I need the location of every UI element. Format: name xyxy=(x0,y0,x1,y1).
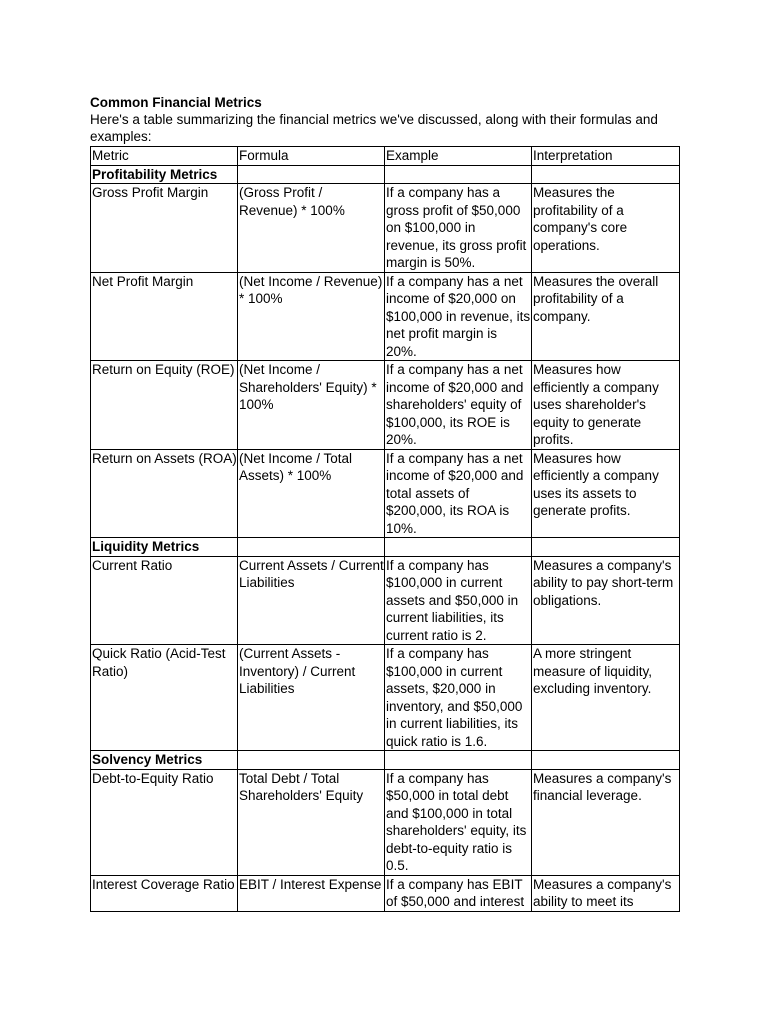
formula-cell: (Net Income / Shareholders' Equity) * 100% xyxy=(238,361,385,450)
interpretation-cell: Measures the profitability of a company's core operations. xyxy=(532,184,680,273)
example-cell: If a company has a net income of $20,000 and total assets of $200,000, its ROA is 10%. xyxy=(385,449,532,538)
empty-cell xyxy=(385,538,532,557)
interpretation-cell: Measures how efficiently a company uses shareholder's equity to generate profits. xyxy=(532,361,680,450)
table-row xyxy=(91,184,680,273)
table-row xyxy=(91,272,680,361)
empty-cell xyxy=(238,751,385,770)
section-label: Profitability Metrics xyxy=(91,165,238,184)
metric-cell: Return on Assets (ROA) xyxy=(91,449,238,538)
table-row xyxy=(91,361,680,450)
metric-cell: Return on Equity (ROE) xyxy=(91,361,238,450)
table-row xyxy=(91,449,680,538)
table-row xyxy=(91,556,680,645)
header-cell-interpretation: Interpretation xyxy=(532,147,680,166)
header-cell-formula: Formula xyxy=(238,147,385,166)
header-cell-metric: Metric xyxy=(91,147,238,166)
empty-cell xyxy=(385,165,532,184)
example-cell: If a company has a net income of $20,000 on $100,000 in revenue, its net profit margin is 20%. xyxy=(386,273,531,359)
document-page xyxy=(90,94,680,912)
metric-cell: Current Ratio xyxy=(91,556,238,645)
header-cell-example: Example xyxy=(385,147,532,166)
formula-cell: Current Assets / Current Liabilities xyxy=(238,556,385,645)
formula-cell: (Net Income / Revenue) * 100% xyxy=(238,272,385,361)
formula-cell: Total Debt / Total Shareholders' Equity xyxy=(238,769,385,875)
table-row xyxy=(91,769,680,875)
table-body xyxy=(91,147,680,912)
interpretation-cell: Measures how efficiently a company uses its assets to generate profits. xyxy=(532,449,680,538)
formula-cell: EBIT / Interest Expense xyxy=(238,875,385,911)
empty-cell xyxy=(532,165,680,184)
financial-metrics-table xyxy=(90,146,680,912)
empty-cell xyxy=(238,165,385,184)
document-intro: Here's a table summarizing the financial metrics we've discussed, along with their formulas and examples: xyxy=(90,112,658,144)
table-row xyxy=(91,645,680,751)
empty-cell xyxy=(532,538,680,557)
interpretation-cell: Measures a company's ability to pay short-term obligations. xyxy=(532,556,680,645)
interpretation-cell: Measures the overall profitability of a company. xyxy=(532,272,680,361)
example-cell: If a company has a net income of $20,000 and shareholders' equity of $100,000, its ROE is 20%. xyxy=(385,361,532,450)
empty-cell xyxy=(385,751,532,770)
section-row xyxy=(91,751,680,770)
example-cell: If a company has $100,000 in current assets and $50,000 in current liabilities, its current ratio is 2. xyxy=(385,556,532,645)
formula-cell: (Current Assets - Inventory) / Current Liabilities xyxy=(238,645,385,751)
section-label: Liquidity Metrics xyxy=(91,538,238,557)
section-row xyxy=(91,538,680,557)
example-cell: If a company has $50,000 in total debt and $100,000 in total shareholders' equity, its debt-to-equity ratio is 0.5. xyxy=(385,769,532,875)
metric-cell: Interest Coverage Ratio xyxy=(91,875,238,911)
interpretation-cell: Measures a company's ability to meet its xyxy=(532,875,680,911)
empty-cell xyxy=(532,751,680,770)
example-cell: If a company has EBIT of $50,000 and interest xyxy=(385,875,532,911)
interpretation-cell: A more stringent measure of liquidity, excluding inventory. xyxy=(532,645,680,751)
section-label: Solvency Metrics xyxy=(91,751,238,770)
metric-cell: Quick Ratio (Acid-Test Ratio) xyxy=(91,645,238,751)
formula-cell: (Gross Profit / Revenue) * 100% xyxy=(238,184,385,273)
table-header-row xyxy=(91,147,680,166)
document-title: Common Financial Metrics xyxy=(90,95,262,110)
example-cell: If a company has $100,000 in current assets, $20,000 in inventory, and $50,000 in current liabilities, its quick ratio is 1.6. xyxy=(385,645,532,751)
table-row xyxy=(91,875,680,911)
formula-cell: (Net Income / Total Assets) * 100% xyxy=(238,449,385,538)
metric-cell: Debt-to-Equity Ratio xyxy=(91,769,238,875)
section-row xyxy=(91,165,680,184)
metric-cell: Gross Profit Margin xyxy=(91,184,238,273)
metric-cell: Net Profit Margin xyxy=(91,272,238,361)
example-cell: If a company has a gross profit of $50,000 on $100,000 in revenue, its gross profit margin is 50%. xyxy=(385,184,532,273)
interpretation-cell: Measures a company's financial leverage. xyxy=(532,769,680,875)
empty-cell xyxy=(238,538,385,557)
